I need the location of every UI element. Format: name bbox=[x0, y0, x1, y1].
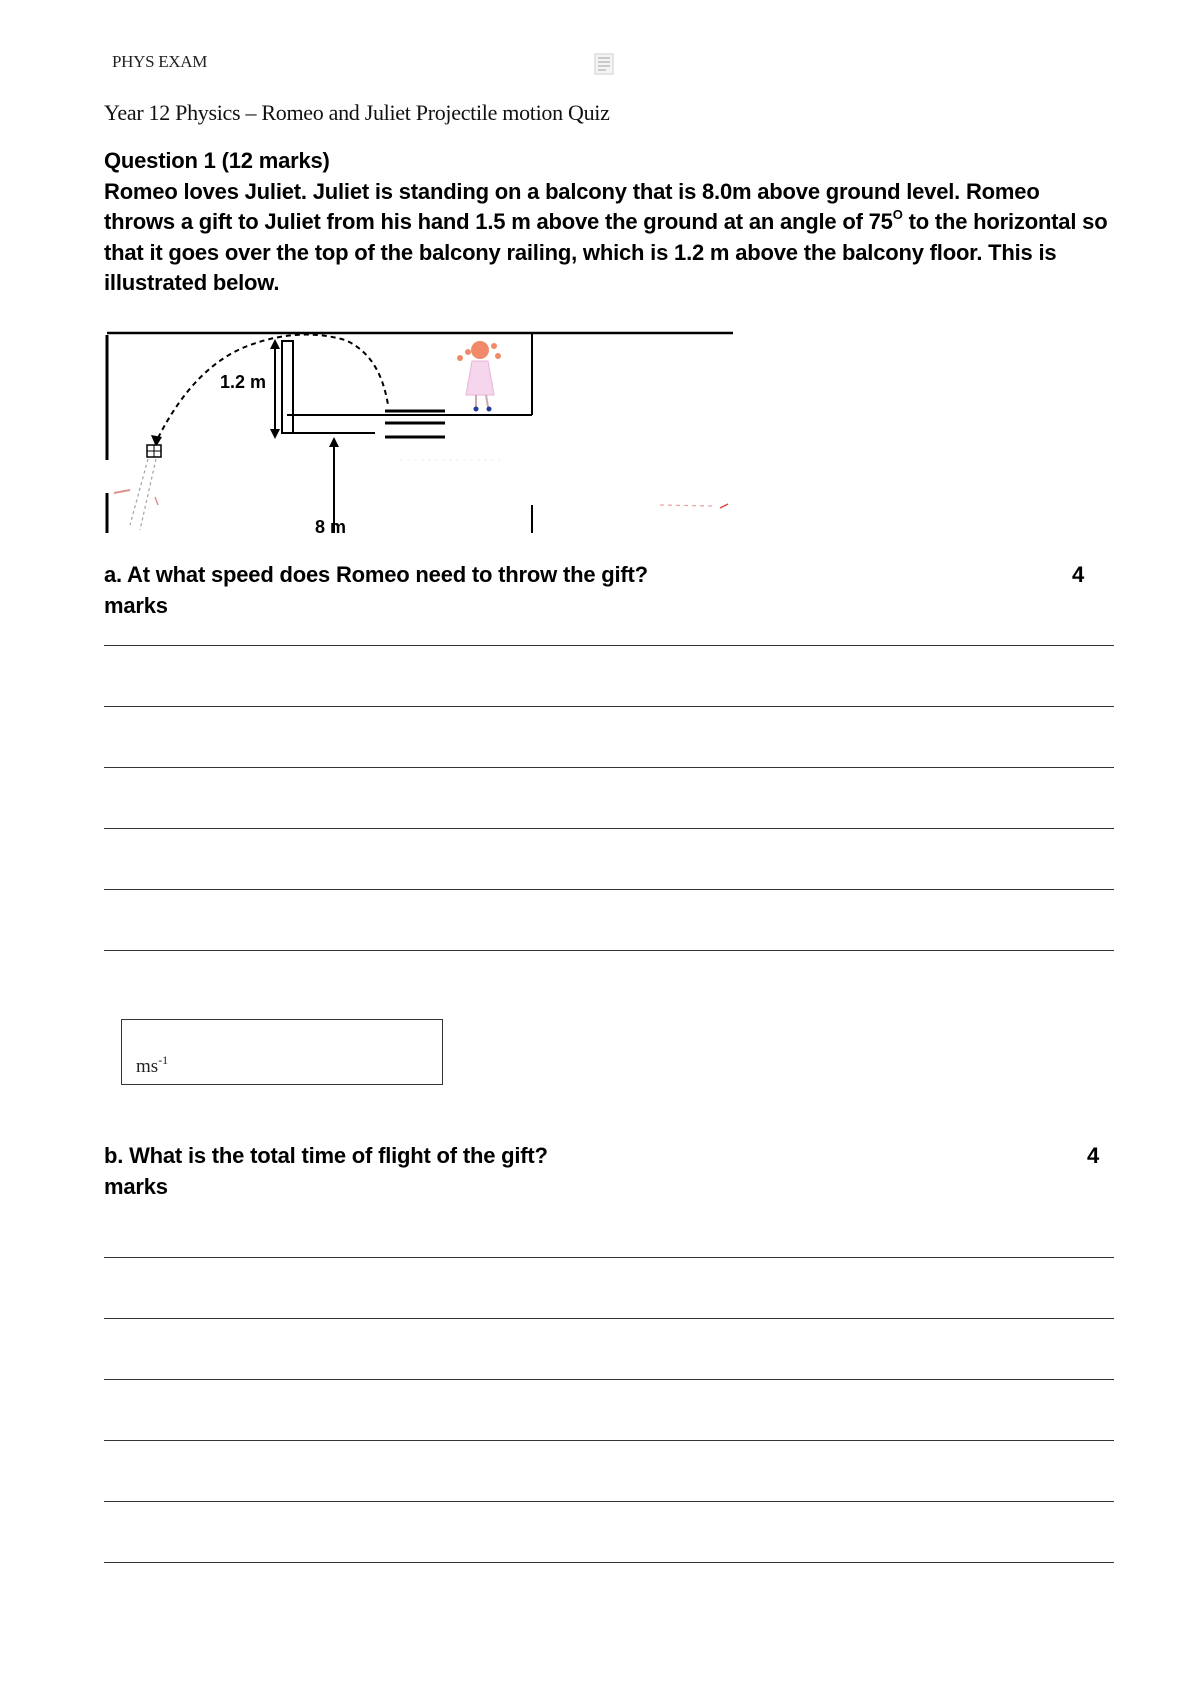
answer-line[interactable] bbox=[104, 767, 1114, 768]
answer-unit-label: $ms^{-1}$ bbox=[136, 1053, 169, 1077]
answer-line[interactable] bbox=[104, 1440, 1114, 1441]
railing-post bbox=[282, 341, 293, 433]
answer-line[interactable] bbox=[104, 1379, 1114, 1380]
answer-line[interactable] bbox=[104, 706, 1114, 707]
question-text bbox=[104, 177, 1114, 299]
part-b-marks-number: 4 bbox=[1087, 1143, 1100, 1168]
juliet-figure bbox=[457, 341, 501, 412]
answer-line[interactable] bbox=[104, 1318, 1114, 1319]
projectile-diagram bbox=[100, 325, 740, 537]
part-b-question bbox=[104, 1141, 548, 1202]
question-1 bbox=[104, 146, 1114, 299]
part-a-question-text: a. At what speed does Romeo need to throw the gift? bbox=[104, 562, 648, 587]
part-b-question-text: b. What is the total time of flight of the gift? bbox=[104, 1143, 548, 1168]
answer-line[interactable] bbox=[104, 950, 1114, 951]
answer-line[interactable] bbox=[104, 889, 1114, 890]
answer-line[interactable] bbox=[104, 1562, 1114, 1563]
romeo-figure bbox=[114, 459, 158, 530]
document-icon bbox=[594, 53, 614, 75]
answer-line[interactable] bbox=[104, 1501, 1114, 1502]
degree-symbol: O bbox=[892, 207, 903, 222]
balcony-height-label: 8 m bbox=[315, 517, 347, 537]
exam-header-label: PHYS EXAM bbox=[112, 52, 208, 71]
railing-height-label: 1.2 m bbox=[220, 372, 267, 392]
part-a-answer-box[interactable] bbox=[121, 1019, 443, 1085]
part-a-question bbox=[104, 560, 648, 621]
answer-line[interactable] bbox=[104, 828, 1114, 829]
question-heading: Question 1 (12 marks) bbox=[104, 148, 330, 173]
document-title: Year 12 Physics – Romeo and Juliet Projectile motion Quiz bbox=[104, 100, 610, 125]
question-text-part1: Romeo loves Juliet. Juliet is standing on a balcony that is 8.0m above ground level. Romeo throws a gift to Juliet from his hand 1.5 m above the ground at an angle of 75 bbox=[104, 178, 1040, 234]
trajectory-path bbox=[158, 335, 388, 438]
part-a-marks-word: marks bbox=[104, 592, 168, 618]
part-b-marks-word: marks bbox=[104, 1173, 168, 1199]
answer-line[interactable] bbox=[104, 1257, 1114, 1258]
question-text-part2: to the horizontal so that it goes over the top of the balcony railing, which is 1.2 m above the balcony floor. This is illustrated below. bbox=[104, 209, 1108, 295]
answer-line[interactable] bbox=[104, 645, 1114, 646]
part-a-marks-number: 4 bbox=[1072, 562, 1085, 587]
